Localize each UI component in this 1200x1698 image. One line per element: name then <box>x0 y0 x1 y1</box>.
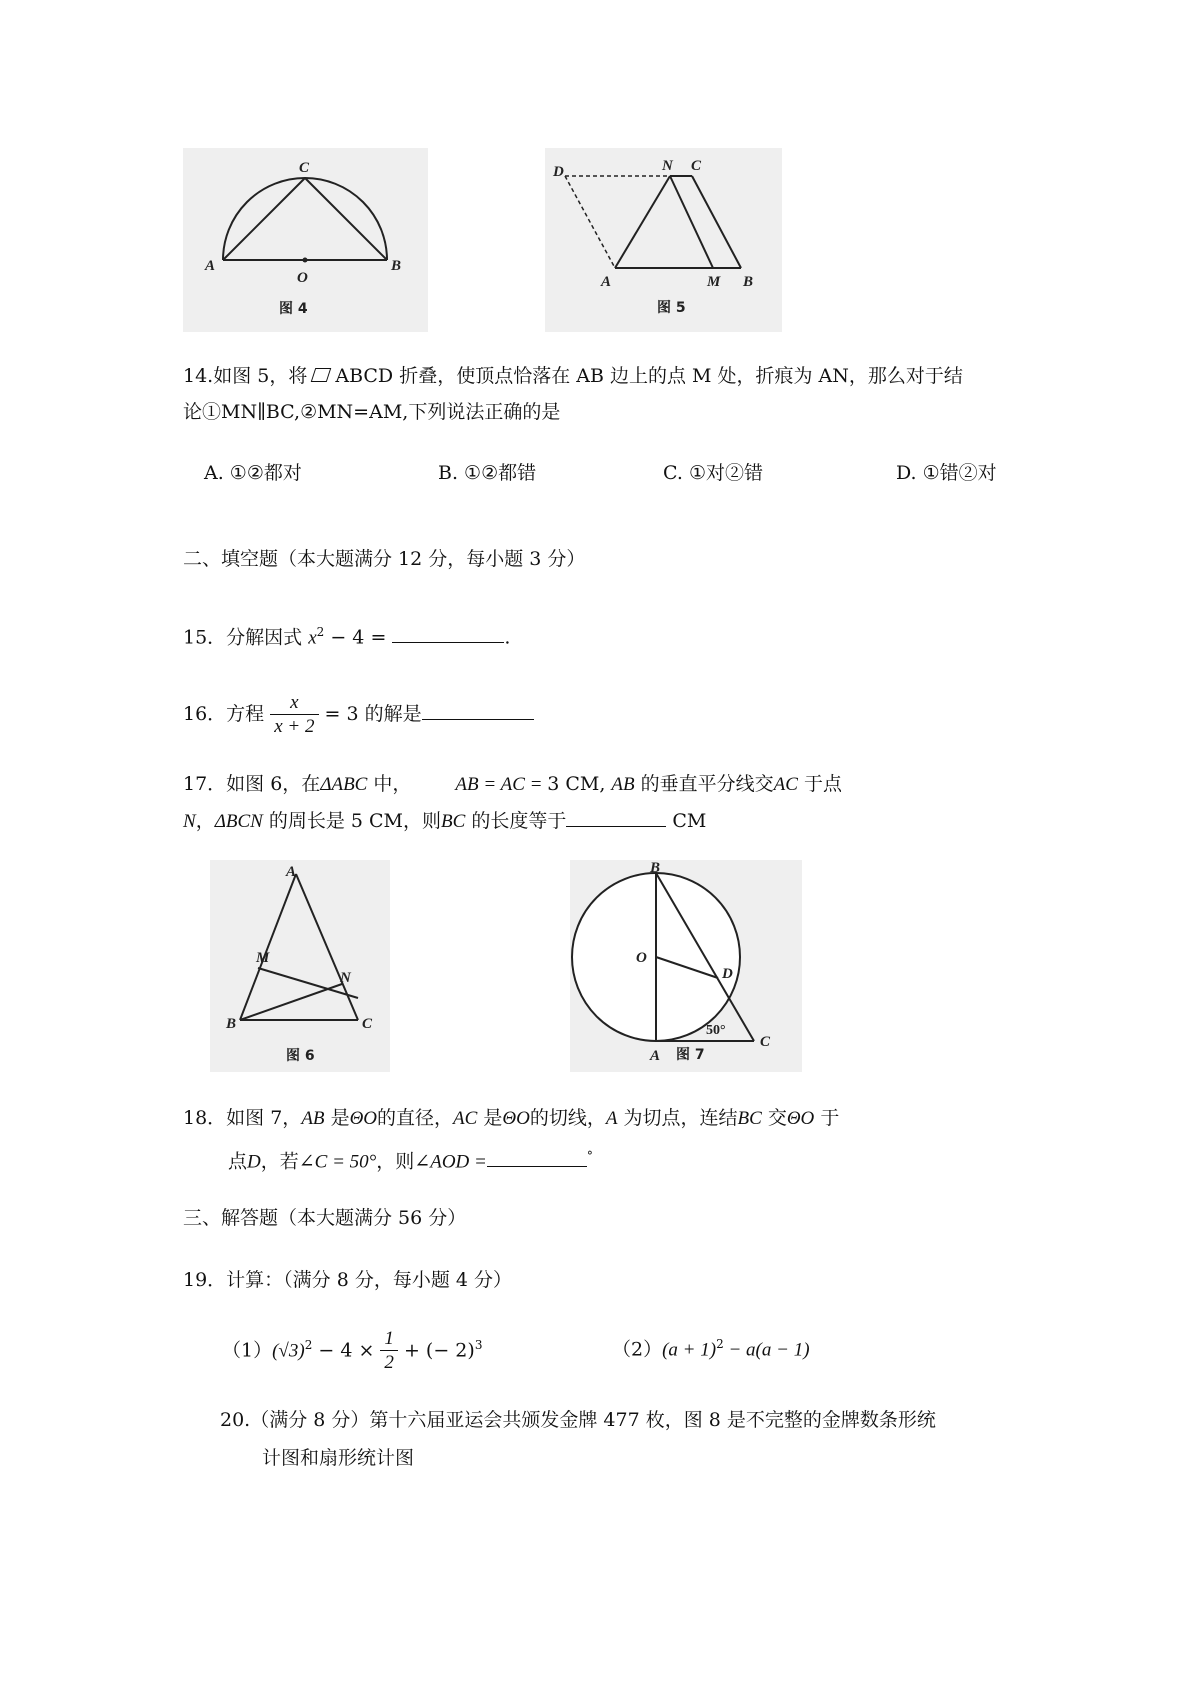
fig7-label-c: C <box>760 1034 771 1050</box>
q17-l2-b: ， <box>195 810 215 832</box>
q17-l2-f: 的长度等于 <box>465 810 567 832</box>
q18-l1-e: 的直径， <box>377 1107 454 1129</box>
q17-l1-g: 的垂直平分线交 <box>634 773 774 795</box>
q19-p1-exp2: 3 <box>474 1338 483 1352</box>
fig7-label-a: A <box>650 1048 661 1064</box>
q14-line1-pre: 14.如图 5，将 <box>183 365 308 387</box>
q17-l1-f: AB <box>611 774 635 795</box>
q18-line1 <box>183 1106 839 1131</box>
q18-l1-j: A <box>605 1108 618 1129</box>
fig7-label-d: D <box>722 966 733 982</box>
figure-7-drawing <box>570 860 802 1072</box>
q16-rest: = 3 的解是 <box>324 703 422 725</box>
q17-l1-h: AC <box>773 774 798 795</box>
fig6-label-b: B <box>226 1016 237 1032</box>
q14-line1-post: ABCD 折叠，使顶点恰落在 AB 边上的点 M 处，折痕为 AN，那么对于结 <box>335 365 963 387</box>
q15-prefix: 15．分解因式 <box>183 626 303 649</box>
q18-l1-k: 为切点，连结 <box>617 1107 738 1129</box>
q14-line1 <box>183 364 963 388</box>
q16-numerator: x <box>270 692 318 715</box>
q19-p1-num: 1 <box>380 1328 398 1351</box>
q14-option-c: C. ①对②错 <box>663 462 763 484</box>
q15-answer-blank[interactable] <box>392 624 504 643</box>
fig7-caption: 图 7 <box>676 1047 705 1063</box>
section-3-heading: 三、解答题（本大题满分 56 分） <box>183 1207 467 1229</box>
q16-prefix: 16．方程 <box>183 703 265 725</box>
q14-option-a: A. ①②都对 <box>204 462 302 484</box>
q18-l1-l: BC <box>737 1108 762 1129</box>
q18-l1-a: 18．如图 7， <box>183 1107 302 1129</box>
fig7-label-angle: 50° <box>706 1023 726 1038</box>
q17-l1-a: 17．如图 6，在 <box>183 773 321 795</box>
fig5-label-m: M <box>707 274 721 290</box>
q18-l2-a: 点 <box>228 1150 248 1173</box>
q16-denominator: x + 2 <box>274 715 315 737</box>
q15-var: x <box>308 627 317 649</box>
q16 <box>183 686 534 742</box>
q18-l1-c: 是 <box>324 1107 350 1129</box>
q17-line1 <box>183 772 842 797</box>
fig6-label-a: A <box>286 864 297 880</box>
q20-line2: 计图和扇形统计图 <box>262 1447 415 1469</box>
q19-part1 <box>222 1318 482 1378</box>
q19-p1-a: (√3) <box>272 1340 305 1362</box>
q14-option-d: D. ①错②对 <box>896 462 997 484</box>
q18-line2 <box>228 1144 593 1174</box>
q17-l2-a: N <box>183 811 196 832</box>
figure-4-drawing <box>183 148 428 332</box>
q18-degree: ° <box>586 1149 593 1163</box>
q18-answer-blank[interactable] <box>487 1148 587 1167</box>
fig5-label-n: N <box>662 158 673 174</box>
q19-p2-b: − a(a − 1) <box>723 1339 810 1361</box>
q18-l2-b: D <box>247 1151 261 1173</box>
q18-l2-f: ∠AOD = <box>414 1151 487 1173</box>
q17-l2-c: ΔBCN <box>214 811 263 832</box>
fig5-label-d: D <box>553 164 564 180</box>
fig4-label-o: O <box>297 270 308 286</box>
q15-exp: 2 <box>316 625 325 639</box>
figure-6-drawing <box>210 860 390 1072</box>
q19-p1-den: 2 <box>384 1351 394 1373</box>
q17-answer-blank[interactable] <box>566 808 666 827</box>
q19-p2-a: (a + 1) <box>662 1339 717 1361</box>
q14-line2: 论①MN∥BC,②MN=AM,下列说法正确的是 <box>183 401 561 423</box>
q18-l1-n: ΘO <box>786 1108 815 1129</box>
q18-l1-m: 交 <box>761 1107 787 1129</box>
q20-line1: 20.（满分 8 分）第十六届亚运会共颁发金牌 477 枚，图 8 是不完整的金牌数条形统 <box>220 1409 936 1431</box>
figure-5 <box>545 148 782 332</box>
q15-rest: − 4 = <box>324 626 387 649</box>
fig6-label-m: M <box>256 950 270 966</box>
q15 <box>183 620 510 650</box>
figure-7 <box>570 860 802 1072</box>
q19-part2 <box>612 1332 810 1362</box>
q14-option-b: B. ①②都错 <box>438 462 537 484</box>
figure-6 <box>210 860 390 1072</box>
q18-l2-e: ，则 <box>376 1150 415 1173</box>
fig7-label-o: O <box>636 950 647 966</box>
fig6-label-c: C <box>362 1016 373 1032</box>
q19-p1-fraction <box>380 1328 398 1375</box>
section-2-heading: 二、填空题（本大题满分 12 分，每小题 3 分） <box>183 548 586 570</box>
q17-l1-d: AB = AC = <box>455 774 548 795</box>
q18-l1-g: 是 <box>477 1107 503 1129</box>
q17-l2-e: BC <box>441 811 466 832</box>
q17-l1-c: 中， <box>367 773 412 795</box>
figure-5-drawing <box>545 148 782 332</box>
q16-answer-blank[interactable] <box>422 701 534 720</box>
fig7-label-b: B <box>650 860 661 876</box>
fig4-label-c: C <box>299 160 310 176</box>
q18-l1-i: 的切线， <box>529 1107 606 1129</box>
q19-p1-label: （1） <box>222 1339 273 1362</box>
fig5-label-b: B <box>743 274 754 290</box>
q17-l1-i: 于点 <box>797 773 842 795</box>
q19-p2-label: （2） <box>612 1338 663 1361</box>
figure-4 <box>183 148 428 332</box>
q19-p2-exp: 2 <box>716 1337 724 1351</box>
q17-l2-g: CM <box>666 810 707 832</box>
fig6-label-n: N <box>340 970 351 986</box>
q19-p1-exp: 2 <box>304 1338 313 1352</box>
q17-line2 <box>183 808 706 834</box>
q18-l2-d: ∠C = 50° <box>298 1151 377 1173</box>
q18-l1-o: 于 <box>814 1107 840 1129</box>
q19-p1-c: + (− 2) <box>403 1339 475 1362</box>
q19-p1-b: − 4 × <box>312 1339 375 1362</box>
q18-l1-h: ΘO <box>502 1108 530 1129</box>
fig5-label-c: C <box>691 158 702 174</box>
q17-l1-b: ΔABC <box>320 774 368 795</box>
q17-l2-d: 的周长是 5 CM，则 <box>262 810 442 832</box>
fig6-caption: 图 6 <box>286 1048 315 1064</box>
fig5-caption: 图 5 <box>657 300 686 316</box>
q16-fraction <box>270 692 318 739</box>
fig5-label-a: A <box>601 274 612 290</box>
q18-l1-f: AC <box>453 1108 478 1129</box>
q17-l1-e: 3 CM, <box>547 773 612 795</box>
q18-l1-d: ΘO <box>349 1108 378 1129</box>
q19-title: 19．计算：（满分 8 分，每小题 4 分） <box>183 1269 513 1291</box>
fig4-caption: 图 4 <box>279 301 308 317</box>
parallelogram-icon <box>311 368 332 382</box>
q18-l2-c: ，若 <box>260 1150 299 1173</box>
q18-l1-b: AB <box>301 1108 325 1129</box>
fig4-label-a: A <box>205 258 216 274</box>
fig4-label-b: B <box>391 258 402 274</box>
q15-dot: . <box>504 626 511 649</box>
